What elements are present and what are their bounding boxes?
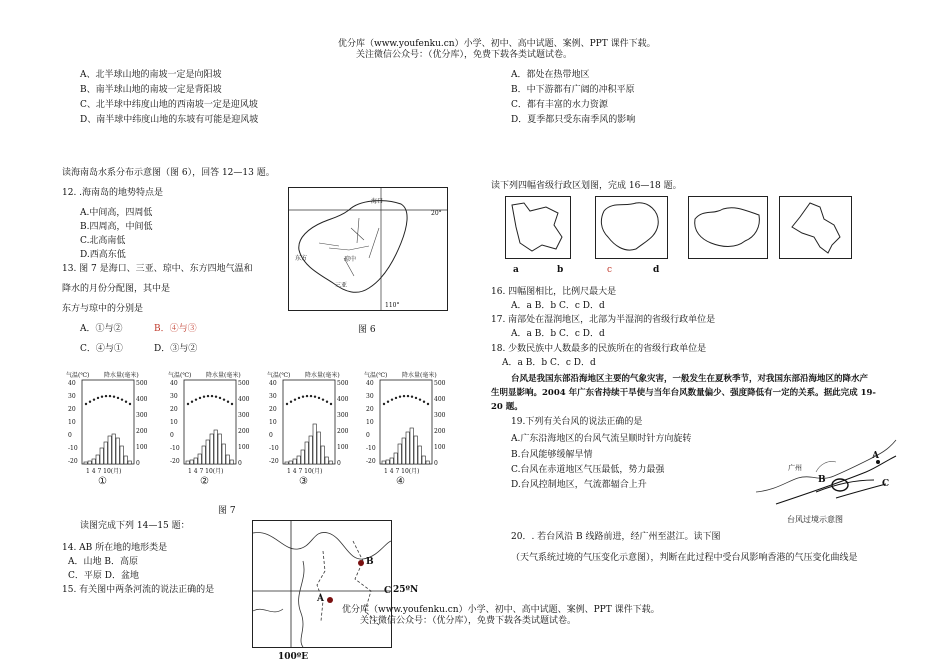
q19-option-d: D.台风控制地区，气流都辐合上升 — [511, 480, 647, 490]
q15-stem: 15. 有关图中两条河流的说法正确的是 — [62, 585, 215, 595]
q12-option-a: A.中间高，四周低 — [80, 208, 153, 218]
ab-label-c: C — [384, 586, 392, 596]
temp-tick: -10 — [68, 445, 78, 452]
temp-point — [302, 396, 304, 398]
temp-tick: 20 — [269, 406, 277, 413]
precip-tick: 100 — [337, 444, 349, 451]
x-ticks: 1 4 7 10(月) — [384, 468, 420, 475]
temp-point — [427, 403, 429, 405]
precip-tick: 500 — [136, 380, 148, 387]
temp-point — [411, 396, 413, 398]
precip-bar — [297, 456, 300, 464]
q12-option-b: B.四周高，中间低 — [80, 222, 153, 232]
temp-tick: -10 — [170, 445, 180, 452]
typhoon-label-c: C — [882, 479, 890, 489]
typhoon-label-b: B — [818, 475, 826, 485]
precip-bar — [398, 444, 401, 464]
label-lon-110: 110° — [385, 302, 400, 309]
temp-tick: -20 — [269, 458, 279, 465]
footer-line-2: 关注微信公众号：（优分库），免费下载各类试题试卷。 — [360, 616, 577, 626]
temp-point — [93, 398, 95, 400]
ab-label-a: A — [317, 594, 324, 604]
temp-point — [191, 401, 193, 403]
q14-options-2: C．平原 D．盆地 — [68, 571, 139, 581]
temp-point — [199, 397, 201, 399]
left-top-option-b: B、南半球山地的南坡一定是背阳坡 — [80, 85, 222, 95]
precip-bar — [198, 454, 201, 464]
precip-bar — [329, 461, 332, 464]
temp-point — [310, 395, 312, 397]
precip-tick: 300 — [434, 412, 446, 419]
precip-tick: 500 — [238, 380, 250, 387]
label-sanya: 三亚 — [335, 282, 348, 289]
precip-bar — [426, 461, 429, 464]
temp-point — [387, 401, 389, 403]
precip-bar — [206, 440, 209, 464]
temp-tick: 40 — [68, 380, 76, 387]
hainan-map-drawing — [289, 188, 447, 310]
temp-tick: 30 — [68, 393, 76, 400]
precip-tick: 200 — [238, 428, 250, 435]
precip-bar — [226, 455, 229, 464]
precip-bar — [406, 432, 409, 464]
precip-bar — [309, 436, 312, 464]
intro-16-18: 读下列四幅省级行政区划图，完成 16—18 题。 — [491, 181, 682, 191]
q14-stem: 14. AB 所在地的地形类是 — [62, 543, 168, 553]
typhoon-map-drawing — [756, 432, 912, 516]
typhoon-label-guangzhou: 广州 — [788, 464, 802, 472]
temp-point — [407, 395, 409, 397]
intro-14-15: 读图完成下列 14—15 题： — [80, 521, 190, 531]
q16-options: A．a B．b C．c D．d — [511, 301, 605, 311]
precip-tick: 500 — [337, 380, 349, 387]
province-label-c: c — [607, 265, 613, 275]
precip-bar — [92, 459, 95, 464]
q13-stem-2: 降水的月份分配图，其中是 — [62, 284, 171, 294]
temp-tick: -20 — [366, 458, 376, 465]
precip-tick: 200 — [337, 428, 349, 435]
temp-tick: 40 — [366, 380, 374, 387]
precip-tick: 400 — [337, 396, 349, 403]
typhoon-map — [756, 432, 912, 516]
precip-bar — [390, 458, 393, 464]
climate-chart-number: ④ — [396, 476, 405, 487]
temp-tick: 30 — [366, 393, 374, 400]
precip-tick: 0 — [136, 460, 140, 467]
q19-stem: 19.下列有关台风的说法正确的是 — [511, 417, 643, 427]
precip-bar — [128, 461, 131, 464]
left-top-option-a: A、北半球山地的南坡一定是向阳坡 — [80, 70, 222, 80]
temp-tick: 20 — [68, 406, 76, 413]
temp-point — [105, 395, 107, 397]
typhoon-para-2: 生明显影响。2004 年广东省持续干旱使与当年台风数量偏少、强度降低有一定的关系。据此完成 19- — [491, 388, 876, 398]
q13-stem-1: 13. 图 7 是海口、三亚、琼中、东方四地气温和 — [62, 264, 253, 274]
province-map-d — [779, 196, 852, 259]
right-top-option-b: B．中下游都有广阔的冲积平原 — [511, 85, 635, 95]
q13-option-d: D．③与② — [154, 344, 198, 354]
q13-option-c: C．④与① — [80, 344, 123, 354]
province-c-drawing — [689, 197, 767, 258]
province-label-b: b — [557, 265, 564, 275]
temp-point — [330, 403, 332, 405]
precip-bar — [108, 436, 111, 464]
temp-axis-label: 气温(℃) — [66, 372, 90, 379]
province-label-a: a — [513, 265, 519, 275]
precip-bar — [305, 442, 308, 464]
precip-tick: 400 — [434, 396, 446, 403]
temp-point — [101, 396, 103, 398]
precip-bar — [100, 448, 103, 464]
temp-point — [383, 403, 385, 405]
precip-tick: 400 — [238, 396, 250, 403]
climate-chart-number: ③ — [299, 476, 308, 487]
typhoon-map-caption: 台风过境示意图 — [787, 515, 843, 524]
temp-point — [227, 401, 229, 403]
precip-tick: 200 — [136, 428, 148, 435]
temp-point — [231, 403, 233, 405]
precip-bar — [382, 461, 385, 464]
hainan-map — [288, 187, 448, 311]
left-top-option-c: C、北半球中纬度山地的西南坡一定是迎风坡 — [80, 100, 258, 110]
intro-12-13: 读海南岛水系分布示意图（图 6），回答 12—13 题。 — [62, 168, 275, 178]
precip-bar — [289, 461, 292, 464]
temp-point — [97, 397, 99, 399]
precip-bar — [386, 460, 389, 464]
temp-tick: 30 — [269, 393, 277, 400]
precip-axis-label: 降水量(毫米) — [305, 372, 340, 379]
province-map-a — [505, 196, 571, 259]
q18-options: A．a B．b C．c D．d — [502, 358, 596, 368]
precip-bar — [112, 434, 115, 464]
precip-bar — [410, 428, 413, 464]
precip-bar — [190, 460, 193, 464]
precip-bar — [218, 434, 221, 464]
q17-options: A．a B．b C．c D．d — [511, 329, 605, 339]
temp-point — [415, 397, 417, 399]
precip-bar — [222, 444, 225, 464]
typhoon-para-1: 台风是我国东部沿海地区主要的气象灾害，一般发生在夏秋季节，对我国东部沿海地区的降水产 — [511, 374, 869, 384]
precip-bar — [230, 460, 233, 464]
ab-map — [252, 520, 392, 648]
precip-bar — [120, 446, 123, 464]
temp-point — [121, 398, 123, 400]
temp-tick: 10 — [366, 419, 374, 426]
q13-option-a: A．①与② — [80, 324, 123, 334]
temp-tick: 0 — [68, 432, 72, 439]
province-map-c — [688, 196, 768, 259]
q12-option-c: C.北高南低 — [80, 236, 126, 246]
precip-tick: 0 — [238, 460, 242, 467]
precip-tick: 300 — [337, 412, 349, 419]
temp-point — [85, 403, 87, 405]
temp-tick: -10 — [269, 445, 279, 452]
right-top-option-d: D．夏季都只受东南季风的影响 — [511, 115, 636, 125]
precip-tick: 200 — [434, 428, 446, 435]
climate-chart-4 — [364, 370, 448, 487]
typhoon-label-a: A — [872, 451, 879, 461]
temp-tick: 10 — [170, 419, 178, 426]
province-a-drawing — [506, 197, 570, 258]
q20-line-2: （天气系统过境的气压变化示意图），判断在此过程中受台风影响香港的气压变化曲线是 — [511, 553, 858, 563]
temp-tick: -10 — [366, 445, 376, 452]
temp-point — [399, 396, 401, 398]
map6-caption: 图 6 — [358, 325, 376, 335]
precip-bar — [124, 456, 127, 464]
temp-tick: 0 — [269, 432, 273, 439]
temp-point — [419, 398, 421, 400]
temp-tick: 40 — [269, 380, 277, 387]
precip-tick: 300 — [136, 412, 148, 419]
temp-point — [129, 403, 131, 405]
province-b-drawing — [596, 197, 667, 258]
temp-axis-label: 气温(℃) — [364, 372, 388, 379]
temp-tick: 10 — [269, 419, 277, 426]
precip-bar — [321, 446, 324, 464]
precip-bar — [194, 458, 197, 464]
q19-option-a: A.广东沿海地区的台风气流呈顺时针方向旋转 — [511, 434, 692, 444]
precip-axis-label: 降水量(毫米) — [104, 372, 139, 379]
precip-bar — [210, 434, 213, 464]
q12-stem: 12. .海南岛的地势特点是 — [62, 188, 164, 198]
right-top-option-c: C．都有丰富的水力资源 — [511, 100, 608, 110]
temp-point — [203, 396, 205, 398]
temp-tick: 40 — [170, 380, 178, 387]
label-dongfang: 东方 — [295, 255, 308, 262]
ab-label-b: B — [366, 557, 374, 567]
temp-tick: 0 — [366, 432, 370, 439]
temp-tick: 30 — [170, 393, 178, 400]
precip-bar — [285, 462, 288, 464]
temp-tick: 20 — [170, 406, 178, 413]
temp-point — [219, 397, 221, 399]
temp-axis-label: 气温(℃) — [267, 372, 291, 379]
precip-bar — [313, 424, 316, 464]
temp-point — [195, 398, 197, 400]
temp-point — [125, 401, 127, 403]
temp-point — [423, 401, 425, 403]
province-d-drawing — [780, 197, 851, 258]
precip-bar — [394, 453, 397, 464]
precip-bar — [414, 436, 417, 464]
x-ticks: 1 4 7 10(月) — [86, 468, 122, 475]
climate-caption: 图 7 — [218, 506, 236, 516]
climate-chart-number: ① — [98, 476, 107, 487]
temp-point — [290, 401, 292, 403]
ab-lon-label: 100ºE — [278, 652, 309, 662]
temp-point — [314, 396, 316, 398]
q19-option-b: B.台风能够缓解旱情 — [511, 450, 593, 460]
temp-point — [391, 398, 393, 400]
q13-stem-3: 东方与琼中的分别是 — [62, 304, 144, 314]
precip-bar — [293, 459, 296, 464]
temp-tick: 10 — [68, 419, 76, 426]
temp-axis-label: 气温(℃) — [168, 372, 192, 379]
temp-point — [306, 395, 308, 397]
ab-map-drawing — [253, 521, 391, 647]
q12-option-d: D.西高东低 — [80, 250, 126, 260]
temp-point — [215, 396, 217, 398]
x-ticks: 1 4 7 10(月) — [287, 468, 323, 475]
temp-point — [211, 395, 213, 397]
precip-tick: 400 — [136, 396, 148, 403]
temp-point — [326, 401, 328, 403]
precip-bar — [214, 430, 217, 464]
q13-option-b: B．④与③ — [154, 324, 197, 334]
precip-tick: 0 — [434, 460, 438, 467]
precip-tick: 0 — [337, 460, 341, 467]
q18-stem: 18. 少数民族中人数最多的民族所在的省级行政单位是 — [491, 344, 707, 354]
precip-tick: 300 — [238, 412, 250, 419]
province-map-b — [595, 196, 668, 259]
q17-stem: 17. 南部处在湿润地区，北部为半湿润的省级行政单位是 — [491, 315, 716, 325]
q19-option-c: C.台风在赤道地区气压最低，势力最强 — [511, 465, 665, 475]
temp-point — [318, 397, 320, 399]
province-label-d: d — [653, 265, 660, 275]
precip-bar — [418, 446, 421, 464]
precip-bar — [84, 462, 87, 464]
temp-tick: 20 — [366, 406, 374, 413]
temp-point — [403, 395, 405, 397]
temp-point — [207, 395, 209, 397]
precip-tick: 100 — [136, 444, 148, 451]
precip-bar — [104, 442, 107, 464]
temp-point — [294, 398, 296, 400]
temp-point — [113, 396, 115, 398]
header-line-1: 优分库（www.youfenku.cn）小学、初中、高中试题、案例、PPT 课件下载。 — [338, 39, 656, 49]
left-top-option-d: D、南半球中纬度山地的东坡有可能是迎风坡 — [80, 115, 259, 125]
temp-tick: -20 — [68, 458, 78, 465]
q20-line-1: 20．. 若台风沿 B 线路前进，经广州至湛江。读下图 — [511, 532, 721, 542]
footer-line-1: 优分库（www.youfenku.cn）小学、初中、高中试题、案例、PPT 课件下载。 — [342, 605, 660, 615]
precip-bar — [325, 457, 328, 464]
climate-chart-number: ② — [200, 476, 209, 487]
precip-axis-label: 降水量(毫米) — [206, 372, 241, 379]
climate-chart-1 — [66, 370, 150, 487]
climate-chart-2 — [168, 370, 252, 487]
label-haikou: 海口 — [371, 198, 384, 205]
temp-point — [117, 397, 119, 399]
precip-axis-label: 降水量(毫米) — [402, 372, 437, 379]
precip-bar — [116, 438, 119, 464]
temp-point — [223, 398, 225, 400]
temp-point — [395, 397, 397, 399]
q16-stem: 16. 四幅图相比，比例尺最大是 — [491, 287, 617, 297]
precip-bar — [186, 461, 189, 464]
temp-point — [109, 395, 111, 397]
label-lat-20: 20° — [431, 210, 442, 217]
temp-point — [322, 398, 324, 400]
precip-tick: 500 — [434, 380, 446, 387]
temp-point — [298, 397, 300, 399]
ab-lat-label: 25ºN — [393, 585, 419, 595]
precip-tick: 100 — [434, 444, 446, 451]
temp-tick: 0 — [170, 432, 174, 439]
label-qiongzhong: 琼中 — [344, 256, 357, 263]
climate-chart-3 — [267, 370, 351, 487]
temp-point — [187, 403, 189, 405]
x-ticks: 1 4 7 10(月) — [188, 468, 224, 475]
typhoon-para-3: 20 题。 — [491, 402, 523, 412]
q14-options-1: A．山地 B．高原 — [68, 557, 138, 567]
precip-bar — [202, 446, 205, 464]
precip-bar — [317, 432, 320, 464]
precip-bar — [422, 456, 425, 464]
precip-bar — [88, 461, 91, 464]
temp-tick: -20 — [170, 458, 180, 465]
temp-point — [286, 403, 288, 405]
right-top-option-a: A．都处在热带地区 — [511, 70, 590, 80]
temp-point — [89, 401, 91, 403]
header-line-2: 关注微信公众号：（优分库），免费下载各类试题试卷。 — [356, 50, 573, 60]
precip-tick: 100 — [238, 444, 250, 451]
precip-bar — [301, 450, 304, 464]
precip-bar — [402, 438, 405, 464]
precip-bar — [96, 455, 99, 464]
